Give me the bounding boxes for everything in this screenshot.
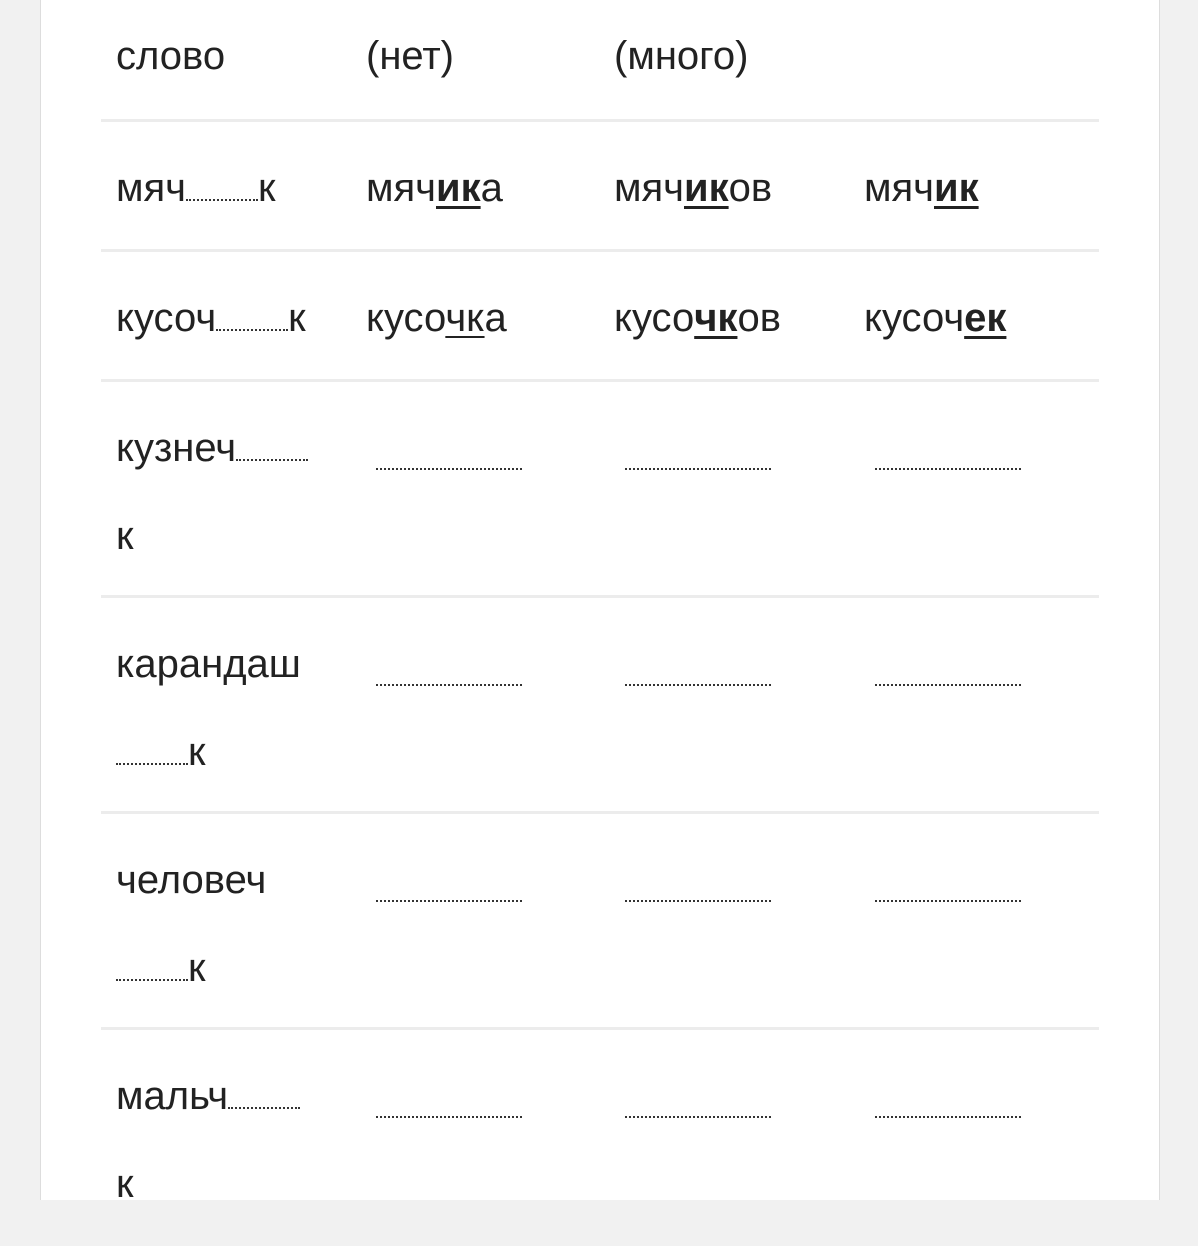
form-stem: мяч <box>614 166 684 210</box>
word-cell <box>116 168 276 208</box>
form-stem: кусо <box>614 296 695 340</box>
answer-blank-many[interactable] <box>625 468 771 470</box>
form-stem: кусо <box>366 296 446 340</box>
word-stem: мяч <box>116 166 186 210</box>
extra-form-cell <box>864 168 979 208</box>
suffix-underline: чк <box>445 296 485 340</box>
word-ending: к <box>116 1162 134 1206</box>
suffix-highlight: ик <box>436 166 481 210</box>
table-row <box>101 252 1099 382</box>
table-row <box>101 122 1099 252</box>
worksheet-page <box>40 0 1160 1206</box>
answer-blank-extra[interactable] <box>875 684 1021 686</box>
table-row <box>101 382 1099 598</box>
no-form-cell <box>366 298 507 338</box>
fill-blank[interactable] <box>216 329 288 331</box>
fill-blank[interactable] <box>116 979 188 981</box>
table-row <box>101 814 1099 1030</box>
word-stem: кузнеч <box>116 426 237 470</box>
word-stem: мальч <box>116 1074 229 1118</box>
answer-blank-no[interactable] <box>376 684 522 686</box>
word-cell-continued <box>116 948 206 988</box>
suffix-highlight: ек <box>964 296 1007 340</box>
word-forms-table <box>101 0 1099 1246</box>
answer-blank-many[interactable] <box>625 900 771 902</box>
word-ending: к <box>188 730 206 774</box>
form-ending: а <box>484 296 507 340</box>
form-stem: кусоч <box>864 296 965 340</box>
answer-blank-extra[interactable] <box>875 900 1021 902</box>
table-header-row <box>101 0 1099 122</box>
suffix-highlight: чк <box>694 296 738 340</box>
form-stem: мяч <box>366 166 436 210</box>
fill-blank[interactable] <box>186 199 258 201</box>
answer-blank-many[interactable] <box>625 684 771 686</box>
answer-blank-no[interactable] <box>376 1116 522 1118</box>
suffix-highlight: ик <box>684 166 729 210</box>
form-ending: а <box>480 166 503 210</box>
fill-blank[interactable] <box>116 763 188 765</box>
many-form-cell <box>614 298 781 338</box>
table-row <box>101 1030 1099 1246</box>
answer-blank-extra[interactable] <box>875 1116 1021 1118</box>
table-row <box>101 598 1099 814</box>
word-ending: к <box>188 946 206 990</box>
word-cell-continued <box>116 732 206 772</box>
no-form-cell <box>366 168 503 208</box>
extra-form-cell <box>864 298 1006 338</box>
word-cell <box>116 428 308 468</box>
fill-blank[interactable] <box>236 459 308 461</box>
word-stem: человеч <box>116 858 267 902</box>
form-ending: ов <box>737 296 781 340</box>
answer-blank-no[interactable] <box>376 468 522 470</box>
word-cell <box>116 1076 300 1116</box>
answer-blank-many[interactable] <box>625 1116 771 1118</box>
word-stem: карандаш <box>116 642 301 686</box>
word-stem: кусоч <box>116 296 217 340</box>
word-ending: к <box>116 514 134 558</box>
word-ending: к <box>288 296 306 340</box>
suffix-highlight: ик <box>934 166 979 210</box>
header-no: (нет) <box>366 34 454 78</box>
answer-blank-no[interactable] <box>376 900 522 902</box>
form-stem: мяч <box>864 166 934 210</box>
answer-blank-extra[interactable] <box>875 468 1021 470</box>
word-ending: к <box>258 166 276 210</box>
header-word: слово <box>116 34 226 78</box>
many-form-cell <box>614 168 772 208</box>
header-many: (много) <box>614 34 749 78</box>
form-ending: ов <box>728 166 773 210</box>
fill-blank[interactable] <box>228 1107 300 1109</box>
word-cell <box>116 298 306 338</box>
